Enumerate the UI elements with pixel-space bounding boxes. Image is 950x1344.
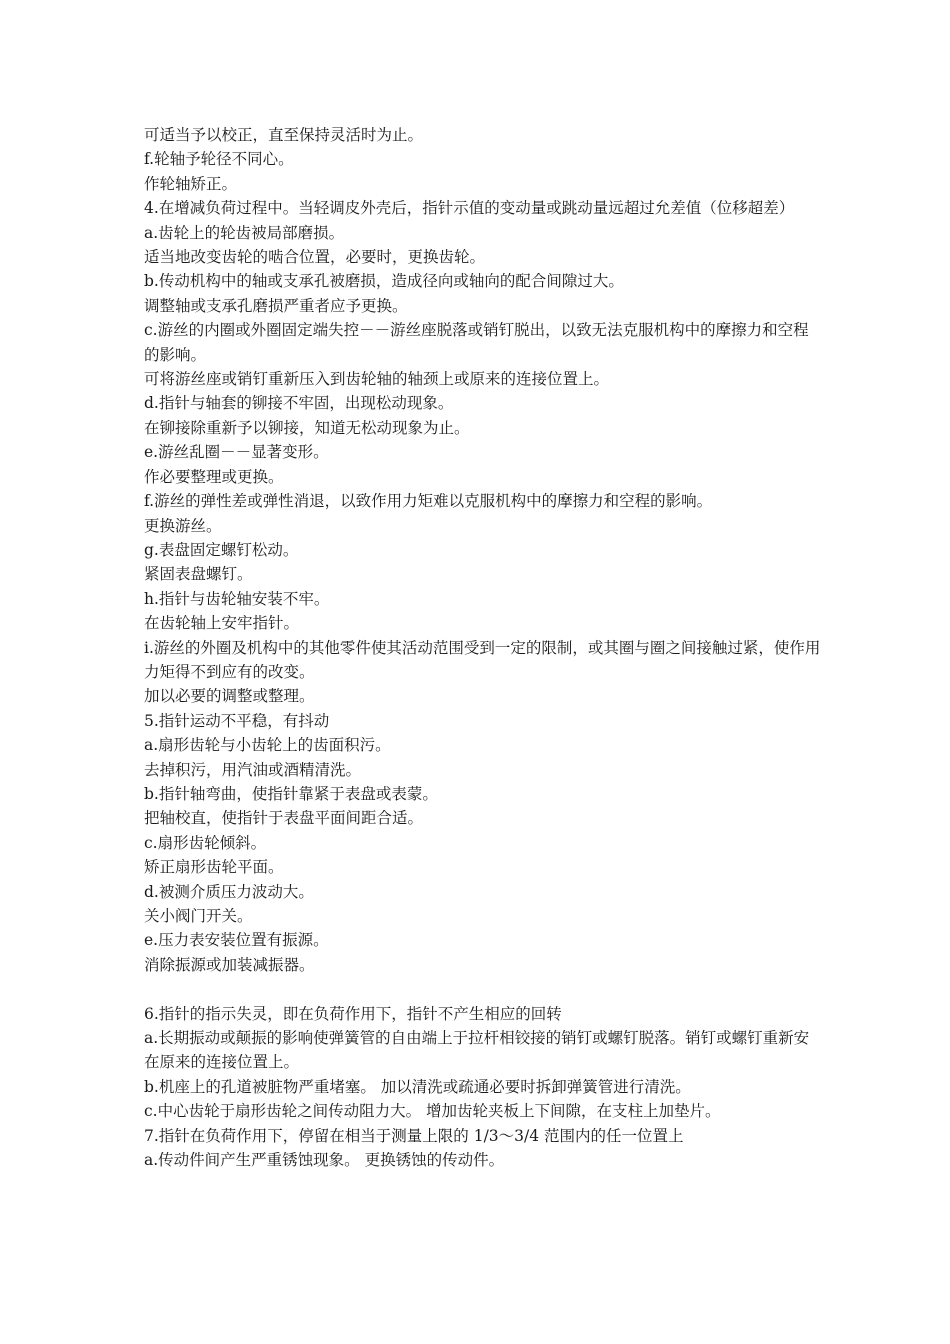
text-line: b.传动机构中的轴或支承孔被磨损，造成径向或轴向的配合间隙过大。 (144, 272, 624, 291)
text-line: i.游丝的外圈及机构中的其他零件使其活动范围受到一定的限制，或其圈与圈之间接触过紧，使作用力矩得不到应有的改变。 (144, 638, 821, 681)
text-line: 矫正扇形齿轮平面。 (144, 858, 284, 877)
section-heading: 4.在增减负荷过程中。当轻调皮外壳后，指针示值的变动量或跳动量远超过允差值（位移超差） (144, 199, 795, 218)
text-line: 在齿轮轴上安牢指针。 (144, 614, 300, 633)
text-line: 去掉积污，用汽油或酒精清洗。 (144, 760, 362, 779)
text-line: a.扇形齿轮与小齿轮上的齿面积污。 (144, 736, 391, 755)
text-line: e.游丝乱圈－－显著变形。 (144, 443, 329, 462)
text-line: h.指针与齿轮轴安装不牢。 (144, 589, 330, 608)
text-line: 调整轴或支承孔磨损严重者应予更换。 (144, 296, 408, 315)
document-body (144, 123, 824, 1172)
text-line: 消除振源或加装减振器。 (144, 955, 315, 974)
text-line: 把轴校直，使指针于表盘平面间距合适。 (144, 809, 424, 828)
section-heading: 6.指针的指示失灵，即在负荷作用下，指针不产生相应的回转 (144, 1004, 562, 1023)
text-line: 作必要整理或更换。 (144, 467, 284, 486)
text-line: 可适当予以校正，直至保持灵活时为止。 (144, 126, 424, 144)
text-line: f.轮轴予轮径不同心。 (144, 150, 294, 169)
text-line: c.扇形齿轮倾斜。 (144, 833, 267, 852)
text-line: a.长期振动或颠振的影响使弹簧管的自由端上于拉杆相铰接的销钉或螺钉脱落。销钉或螺钉重新安在原来的连接位置上。 (144, 1029, 810, 1072)
blank-line (144, 977, 824, 1001)
text-line: 可将游丝座或销钉重新压入到齿轮轴的轴颈上或原来的连接位置上。 (144, 370, 610, 389)
text-line: b.指针轴弯曲，使指针靠紧于表盘或表蒙。 (144, 784, 438, 803)
text-line: d.被测介质压力波动大。 (144, 882, 314, 901)
text-line: b.机座上的孔道被脏物严重堵塞。 加以清洗或疏通必要时拆卸弹簧管进行清洗。 (144, 1077, 691, 1096)
text-line: f.游丝的弹性差或弹性消退，以致作用力矩难以克服机构中的摩擦力和空程的影响。 (144, 492, 713, 511)
text-line: e.压力表安装位置有振源。 (144, 931, 329, 950)
text-line: 作轮轴矫正。 (144, 174, 238, 193)
text-line: a.齿轮上的轮齿被局部磨损。 (144, 223, 345, 242)
text-line: d.指针与轴套的铆接不牢固，出现松动现象。 (144, 394, 454, 413)
text-line: g.表盘固定螺钉松动。 (144, 540, 299, 559)
text-line: 关小阀门开关。 (144, 907, 253, 925)
text-line: 适当地改变齿轮的啮合位置，必要时，更换齿轮。 (144, 248, 486, 267)
section-heading: 5.指针运动不平稳，有抖动 (144, 711, 330, 730)
text-line: a.传动件间产生严重锈蚀现象。 更换锈蚀的传动件。 (144, 1151, 505, 1170)
section-heading: 7.指针在负荷作用下，停留在相当于测量上限的 1/3～3/4 范围内的任一位置上 (144, 1126, 684, 1145)
text-line: c.中心齿轮于扇形齿轮之间传动阻力大。 增加齿轮夹板上下间隙，在支柱上加垫片。 (144, 1102, 721, 1121)
text-line: 在铆接除重新予以铆接，知道无松动现象为止。 (144, 418, 470, 437)
text-line: c.游丝的内圈或外圈固定端失控－－游丝座脱落或销钉脱出，以致无法克服机构中的摩擦力和空程的影响。 (144, 321, 809, 364)
text-line: 紧固表盘螺钉。 (144, 565, 253, 584)
text-line: 加以必要的调整或整理。 (144, 687, 315, 706)
text-line: 更换游丝。 (144, 516, 222, 535)
